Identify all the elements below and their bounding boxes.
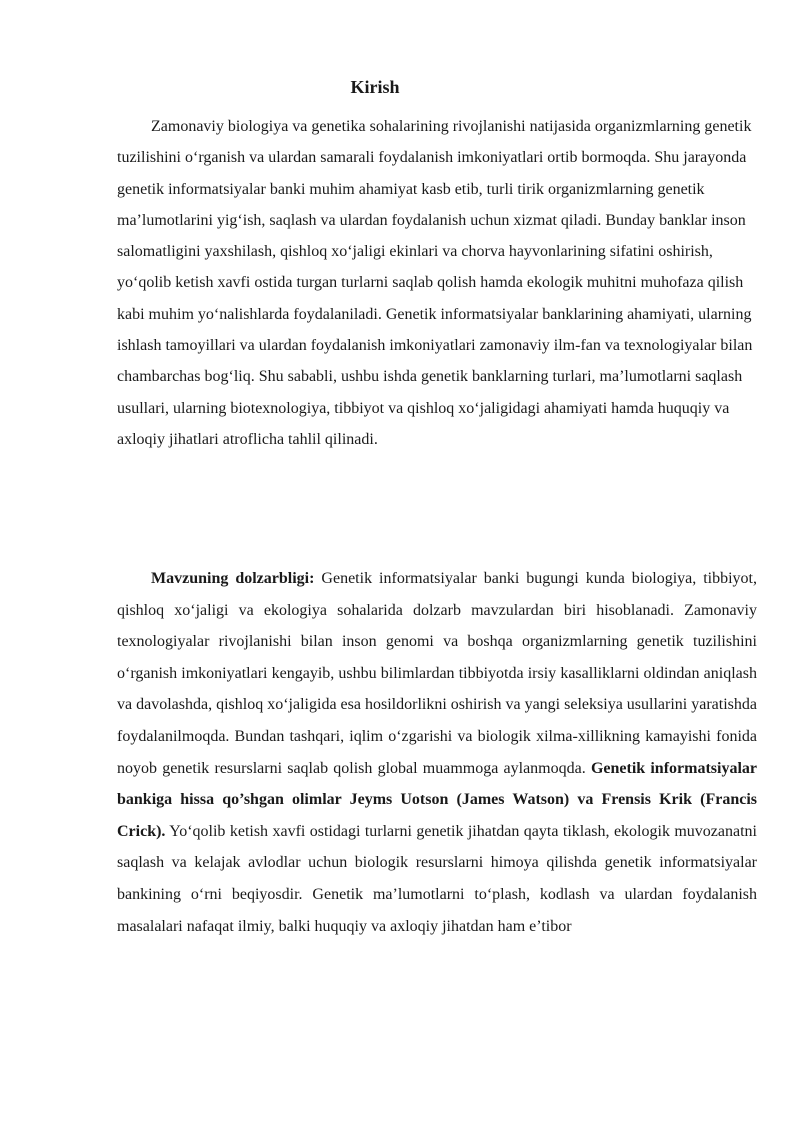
relevance-paragraph (117, 563, 757, 942)
relevance-text-before: Genetik informatsiyalar banki bugungi kunda biologiya, tibbiyot, qishloq xo‘jaligi va ekologiya sohalarida dolzarb mavzulardan biri hisoblanadi. Zamonaviy texnologiyalar rivojlanishi bilan inson genomi va boshqa organizmlarning genetik tuzilishini o‘rganish imkoniyatlari kengayib, ushbu bilimlardan tibbiyotda irsiy kasalliklarni oldindan aniqlash va davolashda, qishloq xo‘jaligida esa hosildorlikni oshirish va yangi seleksiya usullarini yaratishda foydalanilmoqda. Bundan tashqari, iqlim o‘zgarishi va biologik xilma-xillikning kamayishi fonida noyob genetik resurslarni saqlab qolish global muammoga aylanmoqda. (117, 570, 758, 777)
page-title (0, 76, 800, 98)
intro-paragraph: Zamonaviy biologiya va genetika sohalarining rivojlanishi natijasida organizmlarning genetik tuzilishini o‘rganish va ulardan samarali foydalanish imkoniyatlari ortib bormoqda. Shu jarayonda genetik informatsiyalar banki muhim ahamiyat kasb etib, turli tirik organizmlarning genetik ma’lumotlarini yig‘ish, saqlash va ulardan foydalanish uchun xizmat qiladi. Bunday banklar inson salomatligini yaxshilash, qishloq xo‘jaligi ekinlari va chorva hayvonlarining sifatini oshirish, yo‘qolib ketish xavfi ostida turgan turlarni saqlab qolish hamda ekologik muhitni muhofaza qilish kabi muhim yo‘nalishlarda foydalaniladi. Genetik informatsiyalar banklarining ahamiyati, ularning ishlash tamoyillari va ulardan foydalanish imkoniyatlari zamonaviy ilm-fan va texnologiyalar bilan chambarchas bog‘liq. Shu sababli, ushbu ishda genetik banklarning turlari, ma’lumotlarni saqlash usullari, ularning biotexnologiya, tibbiyot va qishloq xo‘jaligidagi ahamiyati hamda huquqiy va axloqiy jihatlari atroflicha tahlil qilinadi. (117, 118, 753, 448)
relevance-label: Mavzuning dolzarbligi: (151, 570, 315, 587)
page-title-text: Kirish (350, 77, 400, 97)
scientists-bold-text: Genetik informatsiyalar bankiga hissa qo’shgan olimlar Jeyms Uotson (James Watson) va Frensis Krik (Francis Crick). (117, 759, 758, 840)
relevance-text-after: Yo‘qolib ketish xavfi ostidagi turlarni genetik jihatdan qayta tiklash, ekologik muvozanatni saqlash va kelajak avlodlar uchun biologik resurslarni himoya qilishda genetik informatsiyalar bankining o‘rni beqiyosdir. Genetik ma’lumotlarni to‘plash, kodlash va ulardan foydalanish masalalari nafaqat ilmiy, balki huquqiy va axloqiy jihatdan ham e’tibor (117, 822, 757, 935)
